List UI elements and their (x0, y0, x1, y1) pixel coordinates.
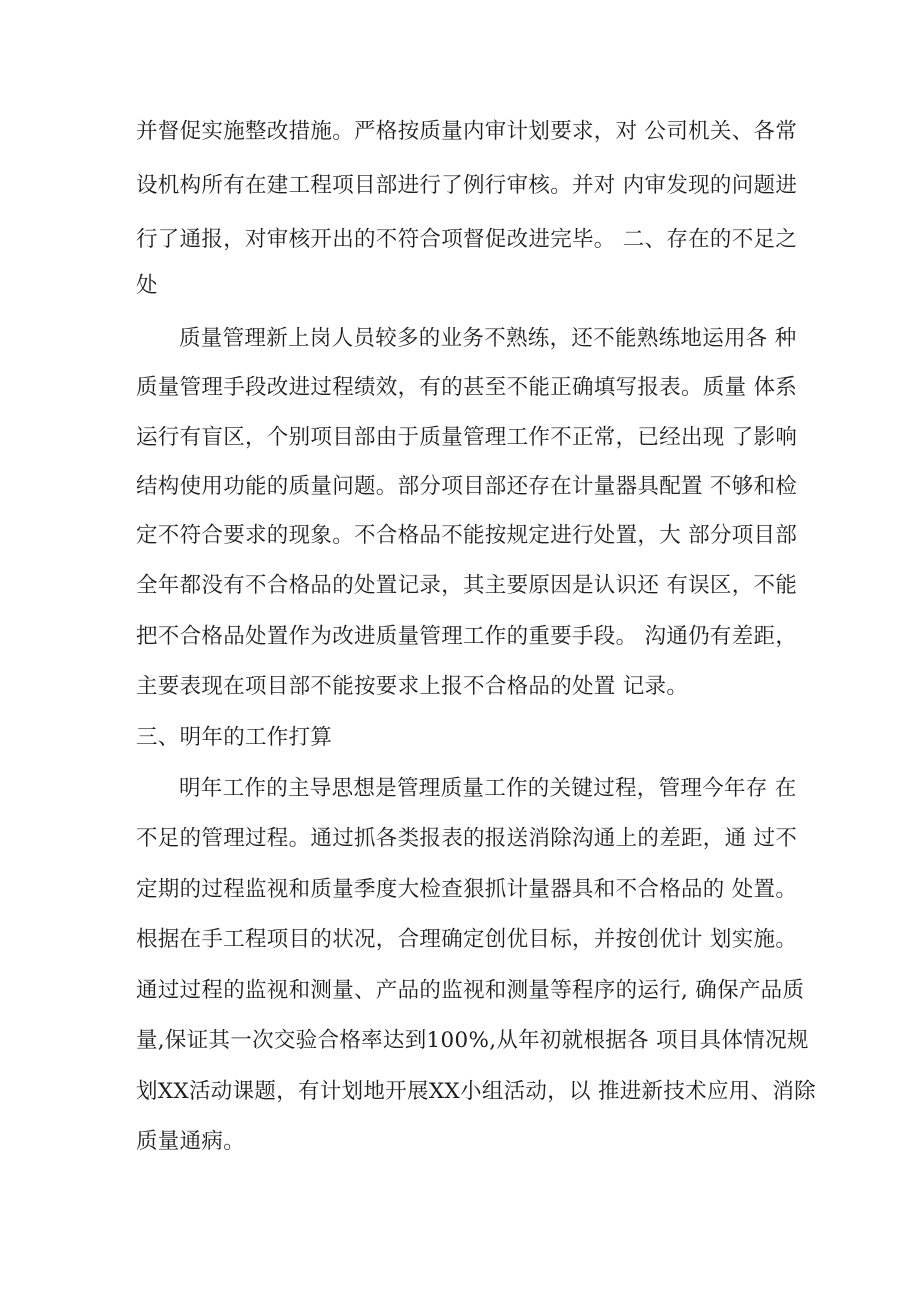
text-line: 通过过程的监视和测量、产品的监视和测量等程序的运行, 确保产品质 (136, 978, 805, 1003)
text-line: 质量通病。 (136, 1129, 246, 1154)
text-line: 运行有盲区，个别项目部由于质量管理工作不正常，已经出现 了影响 (136, 425, 798, 450)
text-line: 定期的过程监视和质量季度大检查狠抓计量器具和不合格品的 处置。 (136, 877, 798, 902)
section-heading: 三、明年的工作打算 (136, 725, 333, 750)
text-line: 不足的管理过程。通过抓各类报表的报送消除沟通上的差距，通 过不 (136, 826, 798, 851)
text-line: 量,保证其一次交验合格率达到100%,从年初就根据各 项目具体情况规 (136, 1028, 809, 1053)
text-line: 主要表现在项目部不能按要求上报不合格品的处置 记录。 (136, 674, 689, 699)
text-line: 把不合格品处置作为改进质量管理工作的重要手段。 沟通仍有差距， (136, 624, 798, 649)
text-line: 行了通报，对审核开出的不符合项督促改进完毕。 二、存在的不足之 (136, 227, 798, 252)
text-line: 结构使用功能的质量问题。部分项目部还存在计量器具配置 不够和检 (136, 474, 798, 499)
text-line: 并督促实施整改措施。严格按质量内审计划要求，对 公司机关、各常 (136, 119, 798, 144)
text-line: 根据在手工程项目的状况，合理确定创优目标，并按创优计 划实施。 (136, 927, 798, 952)
text-line: 设机构所有在建工程项目部进行了例行审核。并对 内审发现的问题进 (136, 173, 798, 198)
text-line: 质量管理手段改进过程绩效，有的甚至不能正确填写报表。质量 体系 (136, 375, 798, 400)
text-line: 质量管理新上岗人员较多的业务不熟练，还不能熟练地运用各 种 (179, 326, 797, 351)
text-line: 划XX活动课题，有计划地开展XX小组活动，以 推进新技术应用、消除 (136, 1079, 816, 1104)
text-line: 定不符合要求的现象。不合格品不能按规定进行处置，大 部分项目部 (136, 523, 798, 548)
text-line: 明年工作的主导思想是管理质量工作的关键过程，管理今年存 在 (179, 776, 797, 801)
text-line: 全年都没有不合格品的处置记录，其主要原因是认识还 有误区，不能 (136, 573, 798, 598)
text-line: 处 (136, 273, 158, 298)
